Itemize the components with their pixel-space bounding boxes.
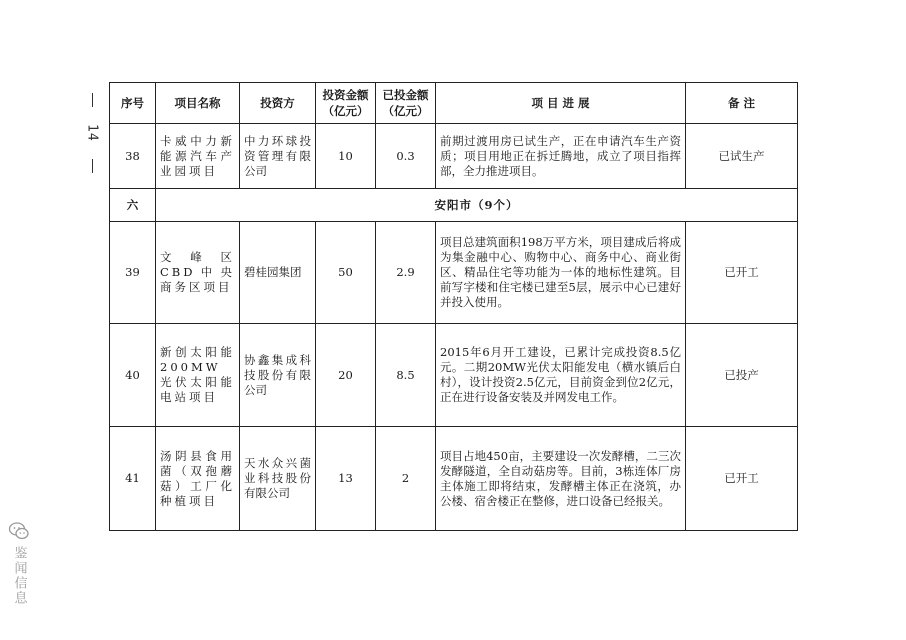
cell-investor: 碧桂园集团 — [240, 222, 316, 324]
cell-name: 汤阴县食用菌（双孢蘑菇）工厂化种植项目 — [156, 427, 240, 531]
cell-investor: 中力环球投资管理有限公司 — [240, 124, 316, 189]
table-row — [110, 124, 798, 189]
cell-invest-done: 2.9 — [376, 222, 436, 324]
header-invest-done: 已投金额（亿元） — [376, 83, 436, 124]
page-number-value: 14 — [84, 124, 100, 142]
cell-investor: 天水众兴菌业科技股份有限公司 — [240, 427, 316, 531]
table-row — [110, 324, 798, 427]
cell-remark: 已开工 — [686, 222, 798, 324]
section-seq: 六 — [110, 189, 156, 222]
cell-invest-done: 0.3 — [376, 124, 436, 189]
header-seq: 序号 — [110, 83, 156, 124]
cell-seq: 41 — [110, 427, 156, 531]
watermark-text: 鉴闻信息 — [11, 546, 27, 606]
table-row — [110, 427, 798, 531]
cell-progress: 项目占地450亩，主要建设一次发酵槽，二三次发酵隧道，全自动菇房等。目前，3栋连体厂房主体施工即将结束，发酵槽主体正在浇筑，办公楼、宿舍楼正在整修，进口设备已经报关。 — [436, 427, 686, 531]
cell-invest-total: 50 — [316, 222, 376, 324]
cell-investor: 协鑫集成科技股份有限公司 — [240, 324, 316, 427]
cell-progress: 前期过渡用房已试生产，正在申请汽车生产资质；项目用地正在拆迁腾地，成立了项目指挥部，全力推进项目。 — [436, 124, 686, 189]
table-row — [110, 222, 798, 324]
cell-invest-done: 8.5 — [376, 324, 436, 427]
cell-name: 文峰区CBD中央商务区项目 — [156, 222, 240, 324]
cell-seq: 40 — [110, 324, 156, 427]
project-table — [109, 82, 798, 531]
watermark — [6, 520, 32, 632]
cell-progress: 2015年6月开工建设，已累计完成投资8.5亿元。二期20MW光伏太阳能发电（横水镇后白村），设计投资2.5亿元，目前资金到位2亿元，正在进行设备安装及并网发电工作。 — [436, 324, 686, 427]
header-progress: 项 目 进 展 — [436, 83, 686, 124]
header-remark: 备 注 — [686, 83, 798, 124]
section-row — [110, 189, 798, 222]
page-number — [84, 93, 100, 173]
cell-name: 卡威中力新能源汽车产业园项目 — [156, 124, 240, 189]
page-number-bottom-dash — [92, 159, 93, 173]
cell-invest-done: 2 — [376, 427, 436, 531]
table-header-row — [110, 83, 798, 124]
wechat-icon — [8, 520, 30, 542]
header-investor: 投资方 — [240, 83, 316, 124]
cell-remark: 已投产 — [686, 324, 798, 427]
page-number-top-dash — [92, 93, 93, 107]
cell-remark: 已开工 — [686, 427, 798, 531]
header-name: 项目名称 — [156, 83, 240, 124]
cell-progress: 项目总建筑面积198万平方米，项目建成后将成为集金融中心、购物中心、商务中心、商业街区、精品住宅等功能为一体的地标性建筑。目前写字楼和住宅楼已建至5层，展示中心已建好并投入使用。 — [436, 222, 686, 324]
header-invest-total: 投资金额（亿元） — [316, 83, 376, 124]
cell-remark: 已试生产 — [686, 124, 798, 189]
cell-seq: 39 — [110, 222, 156, 324]
cell-seq: 38 — [110, 124, 156, 189]
cell-invest-total: 13 — [316, 427, 376, 531]
cell-invest-total: 10 — [316, 124, 376, 189]
section-title: 安阳市（9个） — [156, 189, 798, 222]
cell-invest-total: 20 — [316, 324, 376, 427]
cell-name: 新创太阳能200MW光伏太阳能电站项目 — [156, 324, 240, 427]
